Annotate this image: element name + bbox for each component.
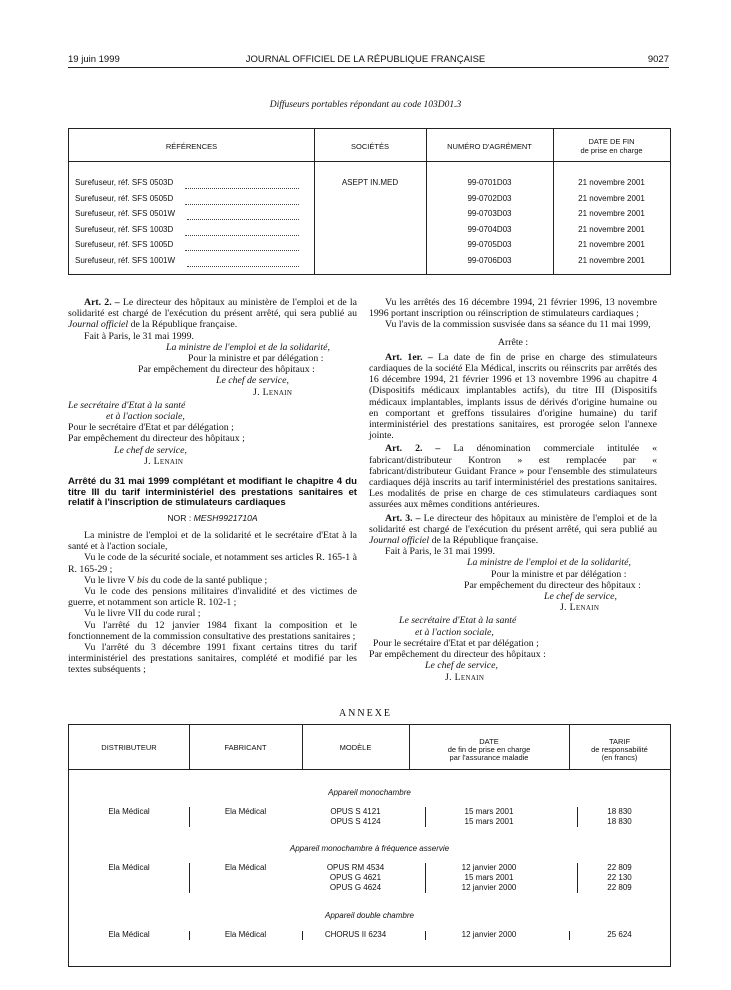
table-row <box>69 256 670 272</box>
paragraph: La ministre de l'emploi et de la solidarité et le secrétaire d'Etat à la santé et à l'action sociale, <box>68 530 357 553</box>
modele-cell: OPUS RM 4534 <box>326 863 385 872</box>
signature-line: Par empêchement du directeur des hôpitaux : <box>369 649 546 661</box>
article-label: Art. 3. – <box>385 512 421 524</box>
th-tarif-l3: (en francs) <box>601 753 638 762</box>
left-column <box>68 297 357 676</box>
modele-cell: OPUS S 4121 <box>330 807 381 816</box>
signatory-name: J. Lenain <box>253 386 293 398</box>
tarif-cell: 18 830 <box>607 807 632 816</box>
signature-line: Le chef de service, <box>425 660 498 672</box>
paragraph: Vu l'arrêté du 3 décembre 1991 fixant certains titres du tarif interministériel des prestations sanitaires, complété et modifié par les textes subséquents ; <box>68 642 357 676</box>
signature-line: Le secrétaire d'Etat à la santé <box>68 399 186 411</box>
th-modele: MODÈLE <box>339 743 372 752</box>
leader-dots <box>185 188 299 189</box>
th-tarif-l1: TARIF <box>608 737 631 746</box>
paragraph: Vu le code de la sécurité sociale, et notamment ses articles R. 165-1 à R. 165-29 ; <box>68 552 357 575</box>
society-cell: ASEPT IN.MED <box>341 178 399 187</box>
ref-cell: Surefuseur, réf. SFS 0503D <box>75 178 174 187</box>
paragraph: Vu l'avis de la commission susvisée dans sa séance du 11 mai 1999, <box>385 319 651 331</box>
signatory-name: J. Lenain <box>560 602 600 614</box>
table-row <box>69 178 670 194</box>
th-date-l1: DATE <box>479 737 499 746</box>
num-cell: 99-0704D03 <box>467 224 512 234</box>
signature-line: Le chef de service, <box>544 591 617 603</box>
table-row <box>69 209 670 225</box>
fait-a-paris: Fait à Paris, le 31 mai 1999. <box>385 546 495 558</box>
leader-dots <box>187 219 299 220</box>
tarif-cell: 25 624 <box>607 930 632 939</box>
tarif-cell: 18 830 <box>607 817 632 826</box>
article-1-paragraph: Art. 1er. – La date de fin de prise en charge des stimulateurs cardiaques de la société Ela Médical, inscrits ou réinscrits par arrêtés des 16 décembre 1994, 21 février 1996 et 13 novembre 1996 au chapitre 4 (Dispositifs médicaux implantables actifs), du titre III (Dispositifs médicaux implantables, implants issus de dérivés d'origine humaine ou en comportant et greffons tissulaires d'origine humaine) du tarif interministériel des prestations sanitaires, est prorogée selon l'annexe jointe. <box>369 351 658 442</box>
signature-line: Pour la ministre et par délégation : <box>188 353 324 365</box>
date-cell: 15 mars 2001 <box>464 807 514 816</box>
signature-line: Par empêchement du directeur des hôpitaux : <box>138 364 315 376</box>
leader-dots <box>185 204 299 205</box>
th-references: RÉFÉRENCES <box>165 142 218 151</box>
leader-dots <box>187 266 299 267</box>
date-cell: 21 novembre 2001 <box>578 209 645 219</box>
article-2-paragraph: Art. 2. – La dénomination commerciale intitulée « fabricant/distributeur Kontron » est remplacée par « fabricant/distributeur Guidant France » pour l'ensemble des stimulateurs cardiaques déjà inscrits au tarif interministériel des prestations sanitaires. Les modalités de prise en charge de ces stimulateurs cardiaques sont assurées aux mêmes conditions antérieures. <box>369 443 658 511</box>
group-label: Appareil double chambre <box>325 911 414 920</box>
fabricant-cell: Ela Médical <box>224 863 267 872</box>
num-cell: 99-0703D03 <box>467 209 512 219</box>
decree-title: Arrêté du 31 mai 1999 complétant et modifiant le chapitre 4 du titre III du tarif interministériel des prestations sanitaires et relatif à l'inscription de stimulateurs cardiaques <box>68 476 357 509</box>
article-3-paragraph: Art. 3. – Le directeur des hôpitaux au ministère de l'emploi et de la solidarité est chargé de l'exécution du présent arrêté, qui sera publié au Journal officiel de la République française. <box>369 512 658 547</box>
signature-line: Pour le secrétaire d'Etat et par délégation ; <box>373 637 539 649</box>
num-cell: 99-0705D03 <box>467 240 512 250</box>
fait-a-paris: Fait à Paris, le 31 mai 1999. <box>84 330 194 342</box>
leader-dots <box>185 250 299 251</box>
th-numero: NUMÉRO D'AGRÉMENT <box>447 142 532 151</box>
table-row <box>69 194 670 210</box>
modele-cell: CHORUS II 6234 <box>324 930 387 939</box>
th-tarif-l2: de responsabilité <box>591 745 648 754</box>
article-label: Art. 1er. – <box>385 351 433 363</box>
fabricant-cell: Ela Médical <box>224 930 267 939</box>
article-label: Art. 2. – <box>385 443 441 455</box>
modele-cell: OPUS G 4624 <box>329 883 382 892</box>
date-cell: 21 novembre 2001 <box>578 193 645 203</box>
tarif-cell: 22 809 <box>607 863 632 872</box>
date-cell: 15 mars 2001 <box>464 817 514 826</box>
paragraph: Vu le code des pensions militaires d'invalidité et des victimes de guerre, et notamment son article R. 102-1 ; <box>68 586 357 609</box>
signature-line: et à l'action sociale, <box>415 626 494 638</box>
page-number: 9027 <box>647 54 669 65</box>
ref-cell: Surefuseur, réf. SFS 0501W <box>75 209 176 219</box>
date-cell: 12 janvier 2000 <box>461 883 517 892</box>
signature-line: La ministre de l'emploi et de la solidarité, <box>166 341 330 353</box>
distributeur-cell: Ela Médical <box>108 930 150 939</box>
tarif-cell: 22 809 <box>607 883 632 892</box>
th-date-line2: de prise en charge <box>580 146 643 155</box>
devices-table <box>68 128 671 275</box>
header-rule <box>68 67 669 68</box>
header-divider <box>69 769 670 770</box>
signature-line: Pour la ministre et par délégation : <box>491 568 627 580</box>
signature-line: et à l'action sociale, <box>106 411 185 423</box>
table1-caption: Diffuseurs portables répondant au code 103D01.3 <box>269 100 462 110</box>
date-cell: 21 novembre 2001 <box>578 256 645 265</box>
leader-dots <box>185 235 299 236</box>
date-cell: 12 janvier 2000 <box>461 863 517 872</box>
date-cell: 21 novembre 2001 <box>578 224 645 234</box>
right-column <box>369 297 657 683</box>
header-divider <box>69 161 670 162</box>
modele-cell: OPUS G 4621 <box>329 873 382 882</box>
group-label: Appareil monochambre <box>328 788 411 797</box>
group-label: Appareil monochambre à fréquence asservie <box>289 844 450 853</box>
table-row <box>69 225 670 241</box>
ref-cell: Surefuseur, réf. SFS 1001W <box>75 256 176 265</box>
ref-cell: Surefuseur, réf. SFS 0505D <box>75 193 174 203</box>
signature-line: Par empêchement du directeur des hôpitaux : <box>464 579 641 591</box>
signatory-name: J. Lenain <box>445 671 485 683</box>
arrete-heading: Arrête : <box>497 336 529 348</box>
paragraph: Vu le livre V bis du code de la santé publique ; <box>84 574 268 586</box>
th-date-line1: DATE DE FIN <box>588 137 635 146</box>
paragraph: Vu l'arrêté du 12 janvier 1984 fixant la composition et le fonctionnement de la commission consultative des prestations sanitaires ; <box>68 619 357 642</box>
ref-cell: Surefuseur, réf. SFS 1003D <box>75 224 174 234</box>
signature-line: Le secrétaire d'Etat à la santé <box>399 615 517 627</box>
paragraph: Vu le livre VII du code rural ; <box>84 608 201 620</box>
th-date-l3: par l'assurance maladie <box>449 753 529 762</box>
modele-cell: OPUS S 4124 <box>330 817 381 826</box>
num-cell: 99-0701D03 <box>467 178 512 187</box>
fabricant-cell: Ela Médical <box>224 807 267 816</box>
table-row <box>69 240 670 256</box>
paragraph: Vu les arrêtés des 16 décembre 1994, 21 février 1996, 13 novembre 1996 portant inscription ou réinscription de stimulateurs cardiaques ; <box>369 297 657 320</box>
distributeur-cell: Ela Médical <box>108 807 150 816</box>
annexe-title: ANNEXE <box>338 708 393 719</box>
signature-line: Par empêchement du directeur des hôpitaux ; <box>68 433 245 445</box>
signature-line: Le chef de service, <box>216 375 289 387</box>
num-cell: 99-0702D03 <box>467 193 512 203</box>
th-distributeur: DISTRIBUTEUR <box>101 743 157 752</box>
signature-line: Le chef de service, <box>114 444 187 456</box>
signature-line: La ministre de l'emploi et de la solidarité, <box>467 557 631 569</box>
signature-line: Pour le secrétaire d'Etat et par délégation ; <box>68 422 234 434</box>
date-cell: 21 novembre 2001 <box>578 240 645 250</box>
date-cell: 15 mars 2001 <box>464 873 514 882</box>
journal-title: JOURNAL OFFICIEL DE LA RÉPUBLIQUE FRANÇAISE <box>245 54 486 65</box>
th-fabricant: FABRICANT <box>224 743 267 752</box>
nor-reference: NOR : MESH9921710A <box>167 512 258 523</box>
th-societes: SOCIÉTÉS <box>351 142 389 151</box>
date-cell: 12 janvier 2000 <box>461 930 517 939</box>
num-cell: 99-0706D03 <box>467 256 512 265</box>
distributeur-cell: Ela Médical <box>108 863 150 872</box>
tarif-cell: 22 130 <box>607 873 632 882</box>
article-2-paragraph: Art. 2. – Le directeur des hôpitaux au ministère de l'emploi et de la solidarité est chargé de l'exécution du présent arrêté, qui sera publié au Journal officiel de la République française. <box>68 297 357 331</box>
date-cell: 21 novembre 2001 <box>578 178 645 187</box>
signatory-name: J. Lenain <box>144 455 184 467</box>
ref-cell: Surefuseur, réf. SFS 1005D <box>75 240 174 250</box>
article-label: Art. 2. – <box>84 297 120 308</box>
header-date: 19 juin 1999 <box>68 54 120 65</box>
th-date-l2: de fin de prise en charge <box>447 745 531 754</box>
annexe-table <box>68 724 671 967</box>
